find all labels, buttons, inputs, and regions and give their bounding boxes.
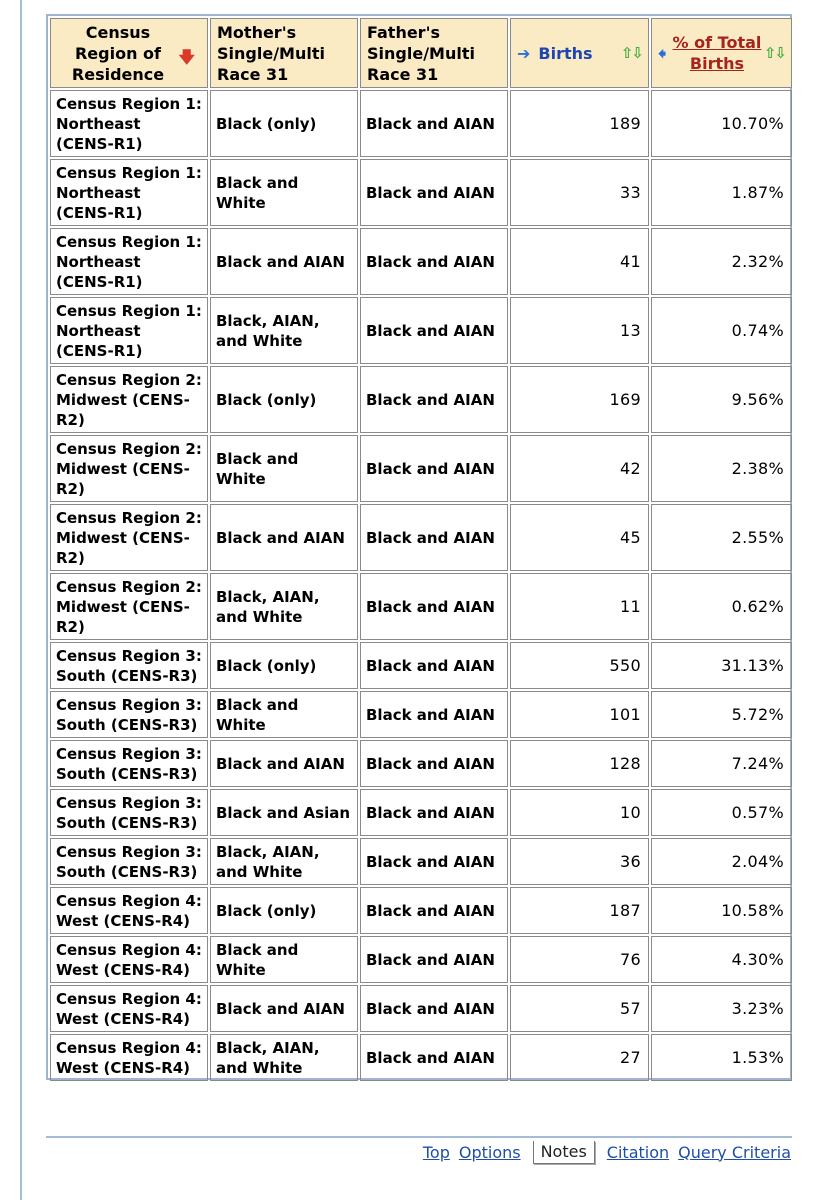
cell-percent: 10.58% (651, 887, 792, 934)
cell-mother-race: Black, AIAN, and White (210, 838, 358, 885)
cell-births: 187 (510, 887, 649, 934)
cell-mother-race: Black and White (210, 435, 358, 502)
table-row (50, 740, 792, 787)
cell-region: Census Region 2: Midwest (CENS-R2) (50, 573, 208, 640)
table-header-row (50, 18, 792, 88)
cell-births: 36 (510, 838, 649, 885)
results-table (48, 16, 794, 1083)
cell-births: 10 (510, 789, 649, 836)
cell-region: Census Region 1: Northeast (CENS-R1) (50, 90, 208, 157)
sort-toggle-icon[interactable]: ⇧⇩ (763, 43, 785, 62)
cell-mother-race: Black, AIAN, and White (210, 297, 358, 364)
table-row (50, 936, 792, 983)
cell-percent: 5.72% (651, 691, 792, 738)
header-region-label: Census Region of Residence (71, 22, 165, 84)
cell-percent: 2.38% (651, 435, 792, 502)
left-border-line (20, 0, 22, 1200)
cell-percent: 2.32% (651, 228, 792, 295)
table-row (50, 159, 792, 226)
table-row (50, 985, 792, 1032)
results-table-container (46, 14, 792, 1080)
cell-region: Census Region 2: Midwest (CENS-R2) (50, 366, 208, 433)
table-row (50, 1034, 792, 1081)
header-births[interactable] (510, 18, 649, 88)
cell-father-race: Black and AIAN (360, 366, 508, 433)
move-left-arrow-icon[interactable]: 🠸 (658, 43, 667, 63)
cell-percent: 10.70% (651, 90, 792, 157)
cell-mother-race: Black (only) (210, 642, 358, 689)
cell-region: Census Region 3: South (CENS-R3) (50, 789, 208, 836)
cell-mother-race: Black, AIAN, and White (210, 1034, 358, 1081)
cell-father-race: Black and AIAN (360, 159, 508, 226)
cell-region: Census Region 4: West (CENS-R4) (50, 985, 208, 1032)
nav-query-criteria-link[interactable]: Query Criteria (678, 1142, 791, 1162)
cell-percent: 7.24% (651, 740, 792, 787)
cell-father-race: Black and AIAN (360, 936, 508, 983)
nav-top-link[interactable]: Top (422, 1142, 450, 1162)
cell-mother-race: Black and AIAN (210, 985, 358, 1032)
cell-percent: 2.55% (651, 504, 792, 571)
cell-mother-race: Black and AIAN (210, 504, 358, 571)
cell-father-race: Black and AIAN (360, 985, 508, 1032)
cell-births: 13 (510, 297, 649, 364)
cell-mother-race: Black and White (210, 691, 358, 738)
bottom-navigation (414, 1139, 791, 1165)
cell-births: 101 (510, 691, 649, 738)
cell-father-race: Black and AIAN (360, 297, 508, 364)
cell-father-race: Black and AIAN (360, 838, 508, 885)
cell-percent: 0.57% (651, 789, 792, 836)
header-births-label: Births (538, 43, 593, 63)
cell-births: 550 (510, 642, 649, 689)
cell-father-race: Black and AIAN (360, 1034, 508, 1081)
cell-mother-race: Black and White (210, 936, 358, 983)
cell-births: 41 (510, 228, 649, 295)
table-row (50, 504, 792, 571)
bottom-divider (46, 1136, 792, 1138)
cell-father-race: Black and AIAN (360, 228, 508, 295)
cell-mother-race: Black (only) (210, 887, 358, 934)
cell-region: Census Region 3: South (CENS-R3) (50, 691, 208, 738)
sort-toggle-icon[interactable]: ⇧⇩ (620, 43, 642, 62)
cell-mother-race: Black, AIAN, and White (210, 573, 358, 640)
cell-region: Census Region 1: Northeast (CENS-R1) (50, 297, 208, 364)
cell-region: Census Region 1: Northeast (CENS-R1) (50, 159, 208, 226)
cell-mother-race: Black and Asian (210, 789, 358, 836)
table-body (50, 90, 792, 1081)
cell-mother-race: Black (only) (210, 366, 358, 433)
cell-father-race: Black and AIAN (360, 789, 508, 836)
cell-region: Census Region 2: Midwest (CENS-R2) (50, 435, 208, 502)
cell-region: Census Region 3: South (CENS-R3) (50, 838, 208, 885)
cell-percent: 9.56% (651, 366, 792, 433)
cell-births: 42 (510, 435, 649, 502)
table-row (50, 228, 792, 295)
cell-father-race: Black and AIAN (360, 740, 508, 787)
cell-father-race: Black and AIAN (360, 90, 508, 157)
header-region[interactable] (50, 18, 208, 88)
cell-births: 189 (510, 90, 649, 157)
table-row (50, 691, 792, 738)
cell-births: 169 (510, 366, 649, 433)
cell-percent: 2.04% (651, 838, 792, 885)
header-mother-race[interactable]: Mother's Single/Multi Race 31 (210, 18, 358, 88)
cell-father-race: Black and AIAN (360, 504, 508, 571)
cell-father-race: Black and AIAN (360, 642, 508, 689)
cell-mother-race: Black (only) (210, 90, 358, 157)
table-row (50, 642, 792, 689)
header-percent-link[interactable]: % of Total Births (672, 33, 762, 73)
cell-region: Census Region 2: Midwest (CENS-R2) (50, 504, 208, 571)
cell-mother-race: Black and AIAN (210, 228, 358, 295)
header-percent-total[interactable] (651, 18, 792, 88)
cell-births: 27 (510, 1034, 649, 1081)
cell-births: 11 (510, 573, 649, 640)
cell-father-race: Black and AIAN (360, 691, 508, 738)
cell-percent: 1.87% (651, 159, 792, 226)
table-row (50, 297, 792, 364)
table-row (50, 887, 792, 934)
table-row (50, 366, 792, 433)
cell-percent: 1.53% (651, 1034, 792, 1081)
cell-mother-race: Black and AIAN (210, 740, 358, 787)
table-row (50, 573, 792, 640)
cell-percent: 3.23% (651, 985, 792, 1032)
nav-options-link[interactable]: Options (458, 1142, 521, 1162)
table-row (50, 789, 792, 836)
nav-notes-tab[interactable]: Notes (533, 1141, 595, 1164)
cell-region: Census Region 1: Northeast (CENS-R1) (50, 228, 208, 295)
cell-father-race: Black and AIAN (360, 573, 508, 640)
cell-births: 33 (510, 159, 649, 226)
cell-region: Census Region 4: West (CENS-R4) (50, 1034, 208, 1081)
sort-desc-icon[interactable]: 🡇 (178, 47, 195, 67)
cell-father-race: Black and AIAN (360, 435, 508, 502)
nav-citation-link[interactable]: Citation (606, 1142, 670, 1162)
cell-region: Census Region 3: South (CENS-R3) (50, 740, 208, 787)
table-row (50, 90, 792, 157)
table-row (50, 838, 792, 885)
cell-father-race: Black and AIAN (360, 887, 508, 934)
cell-births: 128 (510, 740, 649, 787)
cell-births: 45 (510, 504, 649, 571)
cell-percent: 0.62% (651, 573, 792, 640)
cell-region: Census Region 3: South (CENS-R3) (50, 642, 208, 689)
cell-percent: 4.30% (651, 936, 792, 983)
cell-region: Census Region 4: West (CENS-R4) (50, 887, 208, 934)
cell-region: Census Region 4: West (CENS-R4) (50, 936, 208, 983)
table-row (50, 435, 792, 502)
cell-mother-race: Black and White (210, 159, 358, 226)
cell-births: 76 (510, 936, 649, 983)
cell-percent: 31.13% (651, 642, 792, 689)
move-right-arrow-icon[interactable]: ➔ (517, 43, 531, 63)
header-father-race[interactable]: Father's Single/Multi Race 31 (360, 18, 508, 88)
cell-births: 57 (510, 985, 649, 1032)
cell-percent: 0.74% (651, 297, 792, 364)
